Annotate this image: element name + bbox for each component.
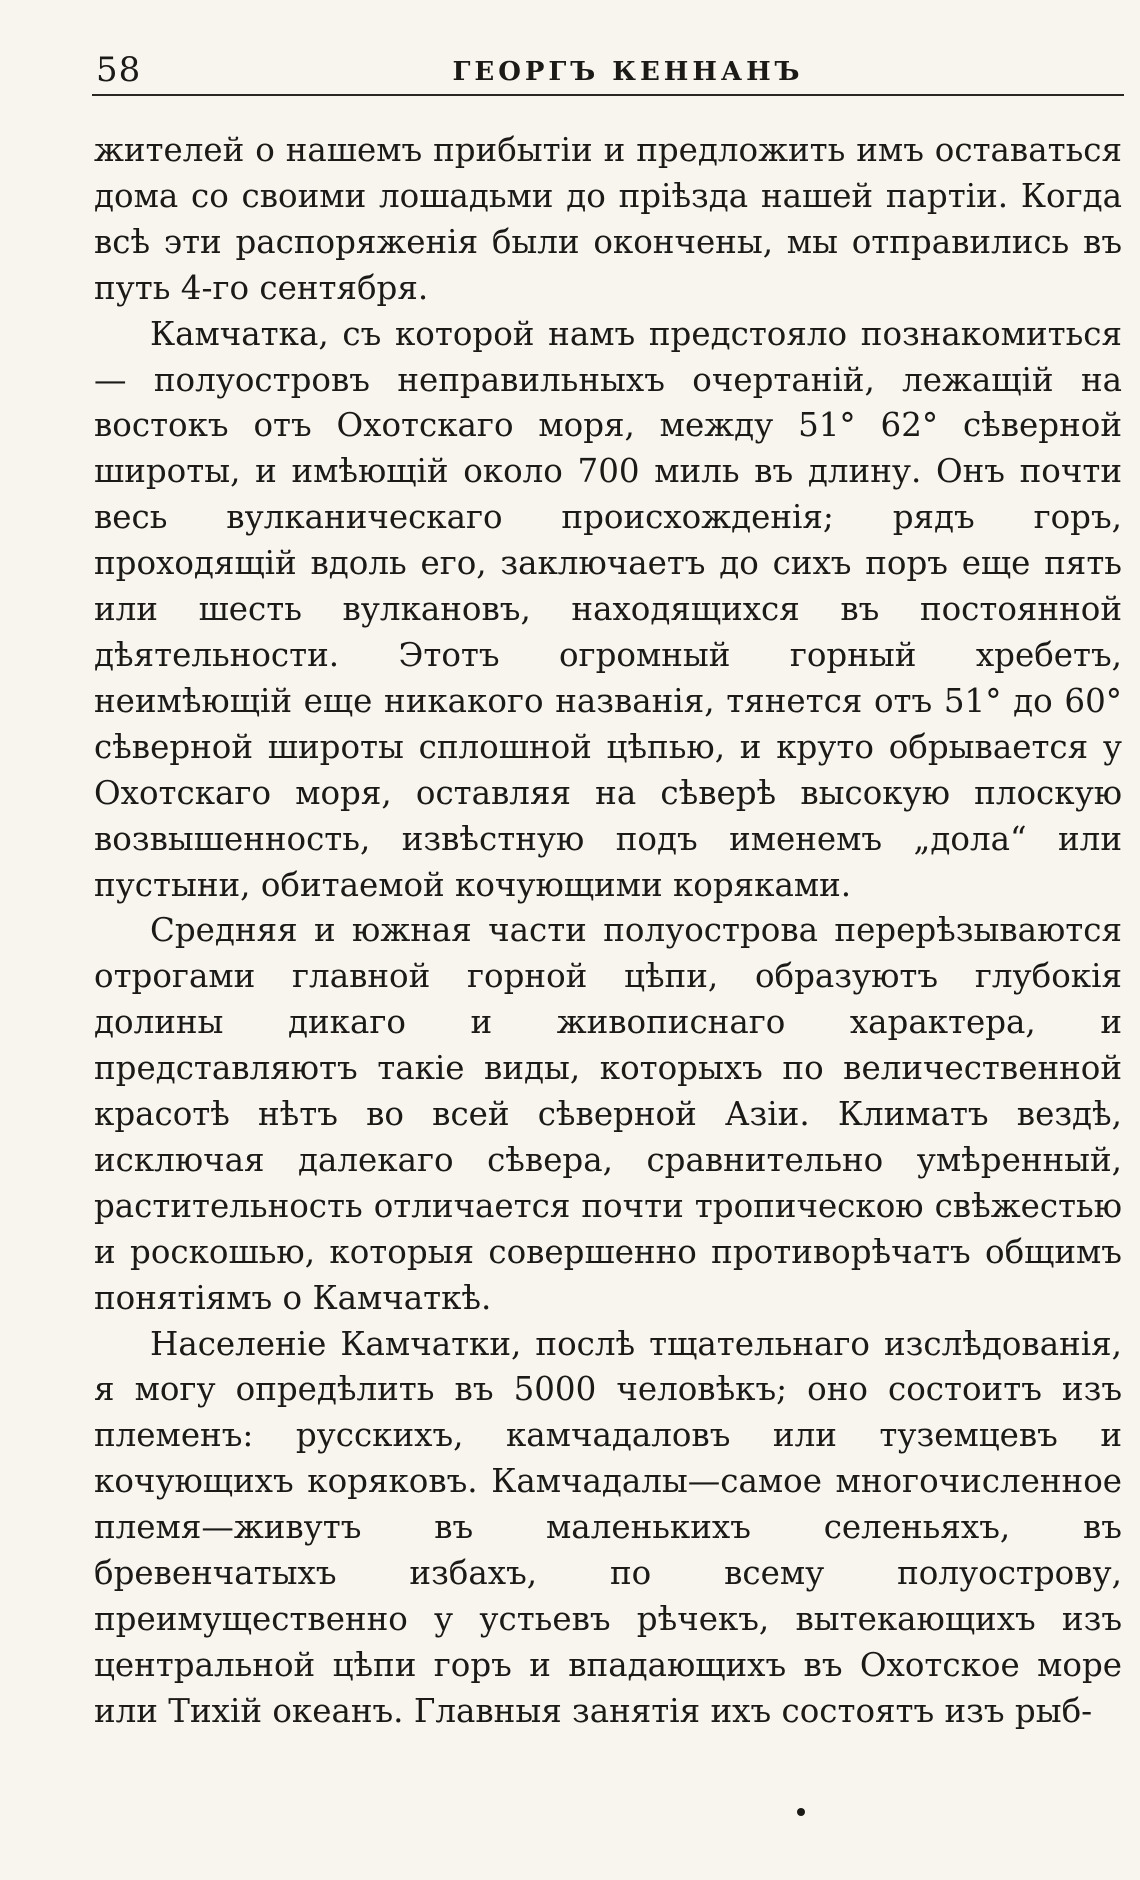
header-rule xyxy=(92,94,1124,96)
page-number: 58 xyxy=(96,50,142,90)
running-title: ГЕОРГЪ КЕННАНЪ xyxy=(452,57,804,87)
paragraph-2: Камчатка, съ которой намъ предстояло познакомиться — полуостровъ неправильныхъ очертаній, лежащій на востокъ отъ Охотскаго моря, между 51° 62° сѣверной широты, и имѣющій около 700 миль въ длину. Онъ почти весь вулканическаго происхожденія; рядъ горъ, проходящій вдоль его, заключаетъ до сихъ поръ еще пять или шесть вулкановъ, находящихся въ постоянной дѣятельности. Этотъ огромный горный хребетъ, неимѣющій еще никакого названія, тянется отъ 51° до 60° сѣверной широты сплошной цѣпью, и круто обрывается у Охотскаго моря, оставляя на сѣверѣ высокую плоскую возвышенность, извѣстную подъ именемъ „дола“ или пустыни, обитаемой кочующими коряками. xyxy=(94,314,1122,904)
paragraph-4: Населеніе Камчатки, послѣ тщательнаго изслѣдованія, я могу опредѣлить въ 5000 человѣкъ; оно состоитъ изъ племенъ: русскихъ, камчадаловъ или туземцевъ и кочующихъ коряковъ. Камчадалы—самое многочисленное племя—живутъ въ маленькихъ селеньяхъ, въ бревенчатыхъ избахъ, по всему полуострову, преимущественно у устьевъ рѣчекъ, вытекающихъ изъ центральной цѣпи горъ и впадающихъ въ Охотское море или Тихій океанъ. Главныя занятія ихъ состоятъ изъ рыб- xyxy=(94,1324,1122,1730)
body-text xyxy=(94,128,1122,1735)
paragraph-3: Средняя и южная части полуострова перерѣзываются отрогами главной горной цѣпи, образуютъ глубокія долины дикаго и живописнаго характера, и представляютъ такіе виды, которыхъ по величественной красотѣ нѣтъ во всей сѣверной Азіи. Климатъ вездѣ, исключая далекаго сѣвера, сравнительно умѣренный, растительность отличается почти тропическою свѣжестью и роскошью, которыя совершенно противорѣчатъ общимъ понятіямъ о Камчаткѣ. xyxy=(94,911,1122,1317)
paragraph-1: жителей о нашемъ прибытіи и предложить имъ оставаться дома со своими лошадьми до пріѣзда нашей партіи. Когда всѣ эти распоряженія были окончены, мы отправились въ путь 4-го сентября. xyxy=(94,131,1122,307)
ink-dot-mark xyxy=(797,1808,805,1816)
running-head xyxy=(92,50,1124,90)
